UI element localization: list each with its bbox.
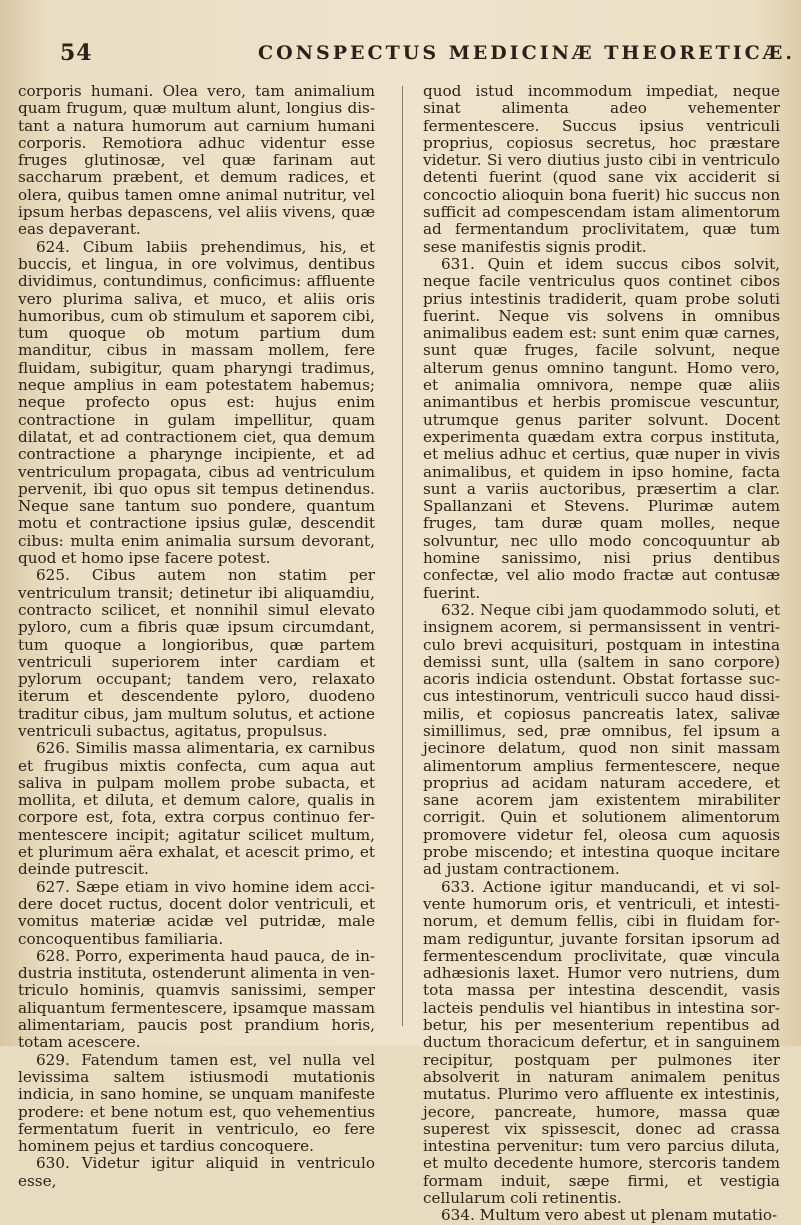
- left-column: [18, 82, 375, 1190]
- paragraph: 632. Neque cibi jam quodammodo soluti, et insignem acorem, si permansissent in ventriculo brevi acquisituri, postquam in intestina demissi sunt, ulla (saltem in sano corpore) acoris indicia ostendunt. Obstat fortasse succus intestinorum, ventriculi succo haud dissimilis, et copiosus pancreatis latex, salivæ simillimus, sed, præ omnibus, fel ipsum a jecinore delatum, quod non sinit massam alimentorum amplius fermentescere, neque proprius ad acidam naturam accedere, et sane acorem jam existentem mirabiliter corrigit. Quin et solutionem alimentorum promovere videtur fel, oleosa cum aquosis probe miscendo; et intestina quoque incitare ad justam contractionem.: [423, 600, 780, 879]
- paragraph: 625. Cibus autem non statim per ventriculum transit; detinetur ibi aliquamdiu, contracto scilicet, et nonnihil simul elevato pyloro, cum a fibris quæ ipsum circumdant, tum quoque a longioribus, quæ partem ventriculi superiorem inter cardiam et pylorum occupant; tandem vero, relaxato iterum et descendente pyloro, duodeno traditur cibus, jam multum solutus, et actione ventriculi subactus, agitatus, propulsus.: [18, 566, 375, 740]
- page-number: 54: [60, 40, 93, 66]
- paragraph: 634. Multum vero abest ut plenam mutatio-: [441, 1206, 778, 1225]
- paragraph: 626. Similis massa alimentaria, ex carnibus et frugibus mixtis confecta, cum aqua aut saliva in pulpam mollem probe subacta, et mollita, et diluta, et demum calore, qualis in corpore est, fota, extra corpus continuo fermentescere incipit; agitatur scilicet multum, et plurimum aëra exhalat, et acescit primo, et deinde putrescit.: [18, 739, 375, 879]
- running-head: CONSPECTUS MEDICINÆ THEORETICÆ.: [258, 42, 796, 64]
- column-divider: [402, 86, 403, 1026]
- right-column: [423, 82, 780, 1225]
- paragraph: 628. Porro, experimenta haud pauca, de industria instituta, ostenderunt alimenta in ventriculo hominis, quamvis sanissimi, semper aliquantum fermentescere, ipsamque massam alimentariam, paucis post prandium horis, totam acescere.: [18, 946, 375, 1052]
- paragraph: quod istud incommodum impediat, neque sinat alimenta adeo vehementer fermentescere. Succus ipsius ventriculi proprius, copiosus secretus, hoc præstare videtur. Si vero diutius justo cibi in ventriculo detenti fuerint (quod sane vix acciderit si concoctio alioquin bona fuerit) hic succus non sufficit ad compescendam istam alimentorum ad fermentandum proclivitatem, quæ tum sese manifestis signis prodit.: [423, 82, 780, 256]
- page-header: [0, 40, 801, 70]
- paragraph: 633. Actione igitur manducandi, et vi solvente humorum oris, et ventriculi, et intestinorum, et demum fellis, cibi in fluidam formam rediguntur, juvante forsitan ipsorum ad fermentescendum proclivitate, quæ vincula adhæsionis laxet. Humor vero nutriens, dum tota massa per intestina descendit, vasis lacteis pendulis vel hiantibus in intestina sorbetur, his per mesenterium repentibus ad ductum thoracicum defertur, et in sanguinem recipitur, postquam per pulmones iter absolverit in naturam animalem penitus mutatus. Plurimo vero affluente ex intestinis, jecore, pancreate, humore, massa quæ superest vix spissescit, donec ad crassa intestina pervenitur: tum vero parcius diluta, et multo decedente humore, stercoris tandem formam induit, sæpe firmi, et vestigia cellularum coli retinentis.: [423, 877, 780, 1207]
- paragraph: 627. Sæpe etiam in vivo homine idem accidere docet ructus, docent dolor ventriculi, et vomitus materiæ acidæ vel putridæ, male concoquentibus familiaria.: [18, 877, 375, 948]
- paragraph: 624. Cibum labiis prehendimus, his, et buccis, et lingua, in ore volvimus, dentibus dividimus, contundimus, conficimus: affluente vero plurima saliva, et muco, et aliis oris humoribus, cum ob stimulum et saporem cibi, tum quoque ob motum partium dum manditur, cibus in massam mollem, fere fluidam, subigitur, quam pharyngi tradimus, neque amplius in eam potestatem habemus; neque profecto opus est: hujus enim contractione in gulam impellitur, quam dilatat, et ad contractionem ciet, qua demum contractione a pharynge incipiente, et ad ventriculum propagata, cibus ad ventriculum pervenit, ibi quo opus sit tempus detinendus. Neque sane tantum suo pondere, quantum motu et contractione ipsius gulæ, descendit cibus: multa enim animalia sursum devorant, quod et homo ipse facere potest.: [18, 237, 375, 568]
- paragraph: 630. Videtur igitur aliquid in ventriculo esse,: [18, 1154, 375, 1190]
- paragraph: 631. Quin et idem succus cibos solvit, neque facile ventriculus quos continet cibos prius intestinis tradiderit, quam probe soluti fuerint. Neque vis solvens in omnibus animalibus eadem est: sunt enim quæ carnes, sunt quæ fruges, facile solvunt, neque alterum genus omnino tangunt. Homo vero, et animalia omnivora, nempe quæ aliis animantibus et herbis promiscue vescuntur, utrumque genus pariter solvunt. Docent experimenta quædam extra corpus instituta, et melius adhuc et certius, quæ nuper in vivis animalibus, et quidem in ipso homine, facta sunt a variis auctoribus, præsertim a clar. Spallanzani et Stevens. Plurimæ autem fruges, tam duræ quam molles, neque solvuntur, nec ullo modo concoquuntur ab homine sanissimo, nisi prius dentibus confectæ, vel alio modo fractæ aut contusæ fuerint.: [423, 254, 780, 602]
- paragraph: 629. Fatendum tamen est, vel nulla vel levissima saltem istiusmodi mutationis indicia, in sano homine, se unquam manifeste prodere: et bene notum est, quo vehementius fermentatum fuerit in ventriculo, eo fere hominem pejus et tardius concoquere.: [18, 1050, 375, 1156]
- paragraph: corporis humani. Olea vero, tam animalium quam frugum, quæ multum alunt, longius distant a natura humorum aut carnium humani corporis. Remotiora adhuc videntur esse fruges glutinosæ, vel quæ farinam aut saccharum præbent, et demum radices, et olera, quibus tamen omne animal nutritur, vel ipsum herbas depascens, vel aliis vivens, quæ eas depaverant.: [18, 82, 375, 239]
